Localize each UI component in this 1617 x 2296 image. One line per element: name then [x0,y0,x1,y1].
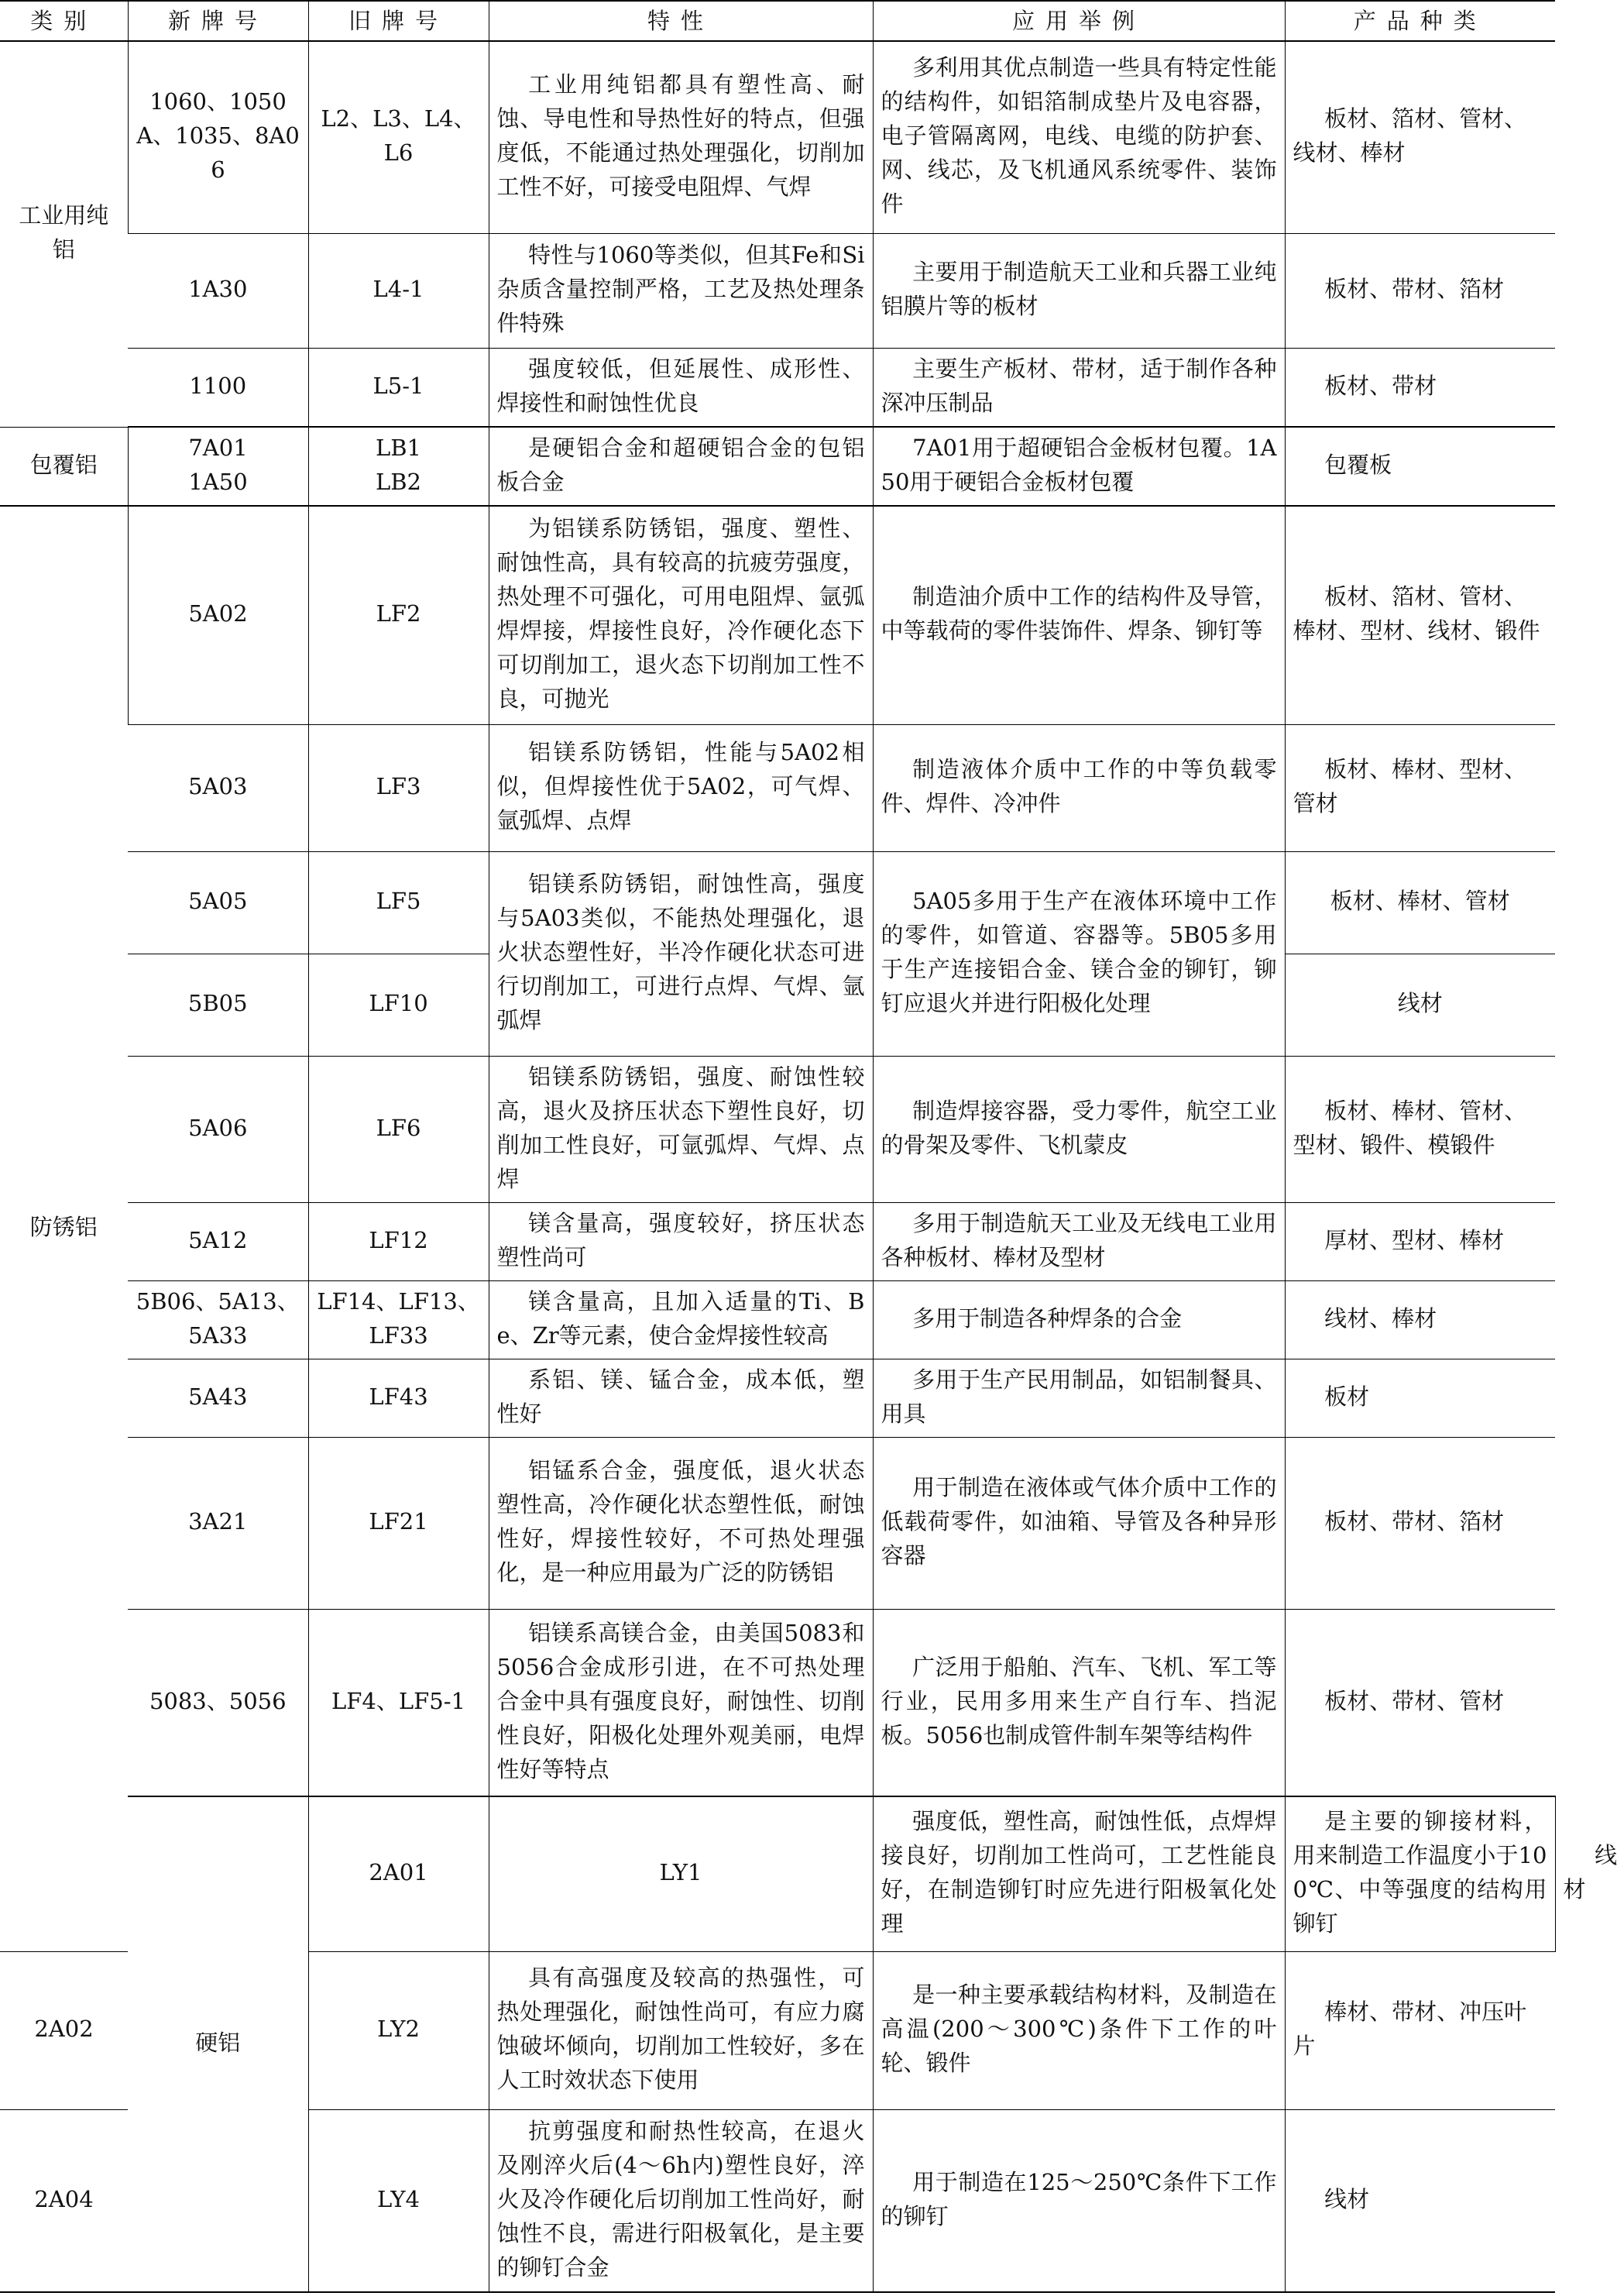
old-grade-cell: LF14、LF13、LF33 [308,1280,489,1359]
application-cell: 制造液体介质中工作的中等负载零件、焊件、冷冲件 [873,724,1285,851]
new-grade-cell: 5B05 [128,954,308,1056]
header-application: 应用举例 [873,1,1285,41]
property-cell: 镁含量高，且加入适量的Ti、Be、Zr等元素，使合金焊接性较高 [489,1280,873,1359]
table-row [0,233,1555,348]
application-cell: 用于制造在125～250℃条件下工作的铆钉 [873,2109,1285,2292]
product-cell: 板材、棒材、管材 [1285,851,1555,954]
new-grade-cell: 5B06、5A13、5A33 [128,1280,308,1359]
old-grade-cell: LF21 [308,1437,489,1609]
new-grade-cell: 2A01 [308,1796,489,1951]
group-label: 防锈铝 [0,506,128,1951]
group-label: 包覆铝 [0,427,128,506]
old-grade-cell: LF10 [308,954,489,1056]
old-grade-cell: LF5 [308,851,489,954]
table-row [0,41,1555,233]
application-cell: 多用于制造各种焊条的合金 [873,1280,1285,1359]
table-row [0,1202,1555,1280]
application-cell: 多利用其优点制造一些具有特定性能的结构件，如铝箔制成垫片及电容器，电子管隔离网，电线、电缆的防护套、网、线芯，及飞机通风系统零件、装饰件 [873,41,1285,233]
new-grade-cell: 1060、1050A、1035、8A06 [128,41,308,233]
table-row [0,1437,1555,1609]
table-row [0,506,1555,724]
product-cell: 板材 [1285,1359,1555,1437]
product-cell: 板材、带材、箔材 [1285,1437,1555,1609]
application-cell: 广泛用于船舶、汽车、飞机、军工等行业，民用多用来生产自行车、挡泥板。5056也制成管件制车架等结构件 [873,1609,1285,1796]
application-cell: 7A01用于超硬铝合金板材包覆。1A50用于硬铝合金板材包覆 [873,427,1285,506]
property-cell: 强度较低，但延展性、成形性、焊接性和耐蚀性优良 [489,348,873,427]
group-label: 硬铝 [128,1796,308,2292]
property-cell: 为铝镁系防锈铝，强度、塑性、耐蚀性高，具有较高的抗疲劳强度，热处理不可强化，可用电阻焊、氩弧焊焊接，焊接性良好，冷作硬化态下可切削加工，退火态下切削加工性不良，可抛光 [489,506,873,724]
header-row [0,1,1555,41]
new-grade-cell: 5083、5056 [128,1609,308,1796]
old-grade-cell: LF3 [308,724,489,851]
table-row [0,348,1555,427]
product-cell: 板材、带材、箔材 [1285,233,1555,348]
property-cell: 铝镁系高镁合金，由美国5083和5056合金成形引进，在不可热处理合金中具有强度良好，耐蚀性、切削性良好，阳极化处理外观美丽，电焊性好等特点 [489,1609,873,1796]
table-row [0,851,1555,954]
table-row [0,1056,1555,1202]
product-cell: 板材、棒材、型材、管材 [1285,724,1555,851]
application-cell: 是主要的铆接材料，用来制造工作温度小于100℃、中等强度的结构用铆钉 [1285,1796,1555,1951]
property-cell: 镁含量高，强度较好，挤压状态塑性尚可 [489,1202,873,1280]
header-old-grade: 旧牌号 [308,1,489,41]
table-row [0,1280,1555,1359]
table-row [0,724,1555,851]
new-grade-cell: 5A02 [128,506,308,724]
group-label: 工业用纯铝 [0,41,128,427]
product-cell: 线材 [1285,2109,1555,2292]
new-grade-cell: 7A01 1A50 [128,427,308,506]
old-grade-cell: LY4 [308,2109,489,2292]
product-cell: 棒材、带材、冲压叶片 [1285,1951,1555,2109]
old-grade-cell: LF43 [308,1359,489,1437]
new-grade-cell: 1100 [128,348,308,427]
property-cell: 系铝、镁、锰合金，成本低，塑性好 [489,1359,873,1437]
table-row [0,427,1555,506]
header-new-grade: 新牌号 [128,1,308,41]
new-grade-cell: 5A05 [128,851,308,954]
table-row: 硬铝 2A01 LY1 强度低，塑性高，耐蚀性低，点焊焊接良好，切削加工性尚可，工艺性能良好，在制造铆钉时应先进行阳极氧化处理 是主要的铆接材料，用来制造工作温度小于100℃、中等强度的结构用铆钉 线材 [0,1796,1555,1951]
property-cell: 工业用纯铝都具有塑性高、耐蚀、导电性和导热性好的特点，但强度低，不能通过热处理强化，切削加工性不好，可接受电阻焊、气焊 [489,41,873,233]
application-cell: 用于制造在液体或气体介质中工作的低载荷零件，如油箱、导管及各种异形容器 [873,1437,1285,1609]
property-cell: 是硬铝合金和超硬铝合金的包铝板合金 [489,427,873,506]
application-cell: 主要用于制造航天工业和兵器工业纯铝膜片等的板材 [873,233,1285,348]
old-grade-cell: LF4、LF5-1 [308,1609,489,1796]
application-cell: 多用于生产民用制品，如铝制餐具、用具 [873,1359,1285,1437]
old-grade-cell: LY1 [489,1796,873,1951]
property-cell: 铝镁系防锈铝，性能与5A02相似，但焊接性优于5A02，可气焊、氩弧焊、点焊 [489,724,873,851]
header-type: 类别 [0,1,128,41]
old-grade-cell: LB1 LB2 [308,427,489,506]
property-cell: 特性与1060等类似，但其Fe和Si杂质含量控制严格，工艺及热处理条件特殊 [489,233,873,348]
product-cell: 线材 [1285,954,1555,1056]
new-grade-cell: 5A12 [128,1202,308,1280]
new-grade-cell: 2A02 [0,1951,128,2109]
property-cell: 铝镁系防锈铝，强度、耐蚀性较高，退火及挤压状态下塑性良好，切削加工性良好，可氩弧焊、气焊、点焊 [489,1056,873,1202]
property-cell: 抗剪强度和耐热性较高，在退火及刚淬火后(4～6h内)塑性良好，淬火及冷作硬化后切削加工性尚好，耐蚀性不良，需进行阳极氧化，是主要的铆钉合金 [489,2109,873,2292]
old-grade-cell: LY2 [308,1951,489,2109]
product-cell: 板材、棒材、管材、型材、锻件、模锻件 [1285,1056,1555,1202]
property-cell: 强度低，塑性高，耐蚀性低，点焊焊接良好，切削加工性尚可，工艺性能良好，在制造铆钉时应先进行阳极氧化处理 [873,1796,1285,1951]
old-grade-cell: LF2 [308,506,489,724]
application-cell: 是一种主要承载结构材料，及制造在高温(200～300℃)条件下工作的叶轮、锻件 [873,1951,1285,2109]
new-grade-cell: 3A21 [128,1437,308,1609]
product-cell: 板材、箔材、管材、线材、棒材 [1285,41,1555,233]
new-grade-cell: 5A06 [128,1056,308,1202]
property-cell: 铝锰系合金，强度低，退火状态塑性高，冷作硬化状态塑性低，耐蚀性好，焊接性较好，不可热处理强化，是一种应用最为广泛的防锈铝 [489,1437,873,1609]
header-property: 特性 [489,1,873,41]
table-row [0,1359,1555,1437]
product-cell: 线材、棒材 [1285,1280,1555,1359]
table-row [0,1609,1555,1796]
new-grade-cell: 5A03 [128,724,308,851]
old-grade-cell: L5-1 [308,348,489,427]
new-grade-cell: 5A43 [128,1359,308,1437]
new-grade-cell: 2A04 [0,2109,128,2292]
application-cell: 5A05多用于生产在液体环境中工作的零件，如管道、容器等。5B05多用于生产连接铝合金、镁合金的铆钉，铆钉应退火并进行阳极化处理 [873,851,1285,1056]
product-cell: 厚材、型材、棒材 [1285,1202,1555,1280]
old-grade-cell: L2、L3、L4、L6 [308,41,489,233]
old-grade-cell: LF12 [308,1202,489,1280]
property-cell: 铝镁系防锈铝，耐蚀性高，强度与5A03类似，不能热处理强化，退火状态塑性好，半冷作硬化状态可进行切削加工，可进行点焊、气焊、氩弧焊 [489,851,873,1056]
application-cell: 制造焊接容器，受力零件，航空工业的骨架及零件、飞机蒙皮 [873,1056,1285,1202]
product-cell: 板材、箔材、管材、棒材、型材、线材、锻件 [1285,506,1555,724]
property-cell: 具有高强度及较高的热强性，可热处理强化，耐蚀性尚可，有应力腐蚀破坏倾向，切削加工性较好，多在人工时效状态下使用 [489,1951,873,2109]
header-product: 产品种类 [1285,1,1555,41]
old-grade-cell: LF6 [308,1056,489,1202]
product-cell: 板材、带材 [1285,348,1555,427]
product-cell: 板材、带材、管材 [1285,1609,1555,1796]
application-cell: 主要生产板材、带材，适于制作各种深冲压制品 [873,348,1285,427]
application-cell: 多用于制造航天工业及无线电工业用各种板材、棒材及型材 [873,1202,1285,1280]
product-cell: 包覆板 [1285,427,1555,506]
application-cell: 制造油介质中工作的结构件及导管，中等载荷的零件装饰件、焊条、铆钉等 [873,506,1285,724]
new-grade-cell: 1A30 [128,233,308,348]
old-grade-cell: L4-1 [308,233,489,348]
